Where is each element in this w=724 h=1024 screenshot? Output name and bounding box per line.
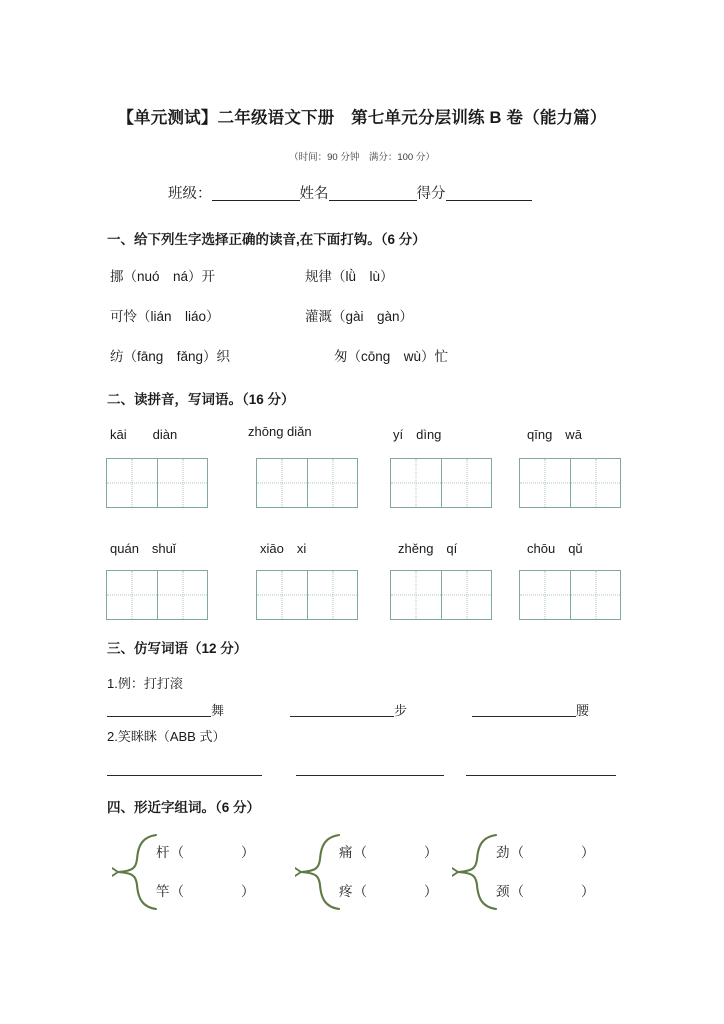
- tianzige-box[interactable]: [519, 570, 621, 620]
- paren-close[interactable]: ）: [424, 884, 438, 899]
- xingjinzi-char: 痛: [339, 845, 353, 860]
- curly-brace-icon: [295, 832, 341, 912]
- tianzige-box[interactable]: [256, 458, 358, 508]
- section-1-heading: 一、给下列生字选择正确的读音,在下面打钩。（6 分）: [107, 232, 426, 247]
- blank-suffix-char: 舞: [211, 703, 225, 718]
- curly-brace-icon: [452, 832, 498, 912]
- paren-close[interactable]: ）: [241, 845, 255, 860]
- name-blank[interactable]: [329, 185, 417, 201]
- pinyin-label: qīng wā: [527, 427, 582, 442]
- tianzige-cell[interactable]: [157, 459, 207, 507]
- section-3-blank-3[interactable]: [472, 700, 589, 719]
- xingjinzi-char: 颈: [496, 884, 510, 899]
- tianzige-cell[interactable]: [391, 459, 441, 507]
- pinyin-label: kāi diàn: [110, 427, 178, 442]
- section-1-item-1-right: 规律（lǜ lù）: [305, 269, 394, 284]
- pinyin-label: zhěng qí: [398, 541, 458, 556]
- xingjinzi-entry: [339, 841, 438, 861]
- section-2-pinyin-row-1: [0, 424, 724, 442]
- tianzige-cell[interactable]: [107, 459, 157, 507]
- tianzige-cell[interactable]: [107, 571, 157, 619]
- section-1-item-3-right: 匆（cōng wù）忙: [334, 349, 449, 364]
- paren-close[interactable]: ）: [581, 884, 595, 899]
- class-blank[interactable]: [212, 185, 300, 201]
- section-2-heading: 二、读拼音，写词语。（16 分）: [107, 392, 295, 407]
- section-3-item-2-blank-2[interactable]: [296, 775, 444, 776]
- page-title: 【单元测试】二年级语文下册 第七单元分层训练 B 卷（能力篇）: [117, 109, 607, 127]
- paren-close[interactable]: ）: [424, 845, 438, 860]
- tianzige-cell[interactable]: [157, 571, 207, 619]
- pinyin-label: quán shuǐ: [110, 541, 176, 556]
- section-2-grid-row-2: [0, 570, 724, 622]
- tianzige-cell[interactable]: [307, 459, 357, 507]
- tianzige-box[interactable]: [519, 458, 621, 508]
- section-3-heading: 三、仿写词语（12 分）: [107, 641, 248, 656]
- xingjinzi-char: 杆: [156, 845, 170, 860]
- section-3-blank-1[interactable]: [107, 700, 224, 719]
- paren-open: （: [353, 884, 367, 899]
- tianzige-box[interactable]: [390, 570, 492, 620]
- section-1-item-2-left: 可怜（lián liáo）: [110, 309, 220, 324]
- paren-open: （: [170, 884, 184, 899]
- tianzige-cell[interactable]: [441, 571, 491, 619]
- score-blank[interactable]: [446, 185, 532, 201]
- blank-suffix-char: 腰: [576, 703, 590, 718]
- paren-open: （: [510, 884, 524, 899]
- tianzige-cell[interactable]: [441, 459, 491, 507]
- tianzige-cell[interactable]: [257, 459, 307, 507]
- xingjinzi-entry: [496, 880, 595, 900]
- pinyin-label: zhōng diǎn: [248, 424, 312, 439]
- student-info-line: [168, 182, 532, 203]
- exam-meta-subtitle: （时间：90 分钟 满分：100 分）: [289, 152, 435, 163]
- write-blank-line[interactable]: [107, 703, 211, 717]
- pinyin-label: yí dìng: [393, 427, 442, 442]
- write-blank-line[interactable]: [290, 703, 394, 717]
- section-3-item-2-label: 2.笑眯眯（ABB 式）: [107, 729, 226, 744]
- score-label: 得分: [416, 186, 446, 202]
- tianzige-cell[interactable]: [307, 571, 357, 619]
- name-label: 姓名: [299, 186, 329, 202]
- pinyin-label: chōu qǔ: [527, 541, 583, 556]
- section-1-item-3-left: 纺（fāng fǎng）织: [110, 349, 231, 364]
- section-3-item-2-blank-1[interactable]: [107, 775, 262, 776]
- section-2-pinyin-row-2: [0, 538, 724, 556]
- xingjinzi-group-3: [452, 832, 662, 912]
- curly-brace-icon: [112, 832, 158, 912]
- section-2-grid-row-1: [0, 458, 724, 510]
- xingjinzi-char: 竿: [156, 884, 170, 899]
- paren-open: （: [170, 845, 184, 860]
- blank-suffix-char: 步: [394, 703, 408, 718]
- class-label: 班级：: [168, 186, 212, 202]
- paren-open: （: [510, 845, 524, 860]
- xingjinzi-group-1: [112, 832, 322, 912]
- xingjinzi-char: 疼: [339, 884, 353, 899]
- paren-close[interactable]: ）: [581, 845, 595, 860]
- tianzige-box[interactable]: [390, 458, 492, 508]
- section-1-item-2-right: 灌溉（gài gàn）: [305, 309, 414, 324]
- tianzige-cell[interactable]: [257, 571, 307, 619]
- section-3-item-2-blank-3[interactable]: [466, 775, 616, 776]
- write-blank-line[interactable]: [472, 703, 576, 717]
- tianzige-box[interactable]: [106, 570, 208, 620]
- tianzige-box[interactable]: [106, 458, 208, 508]
- pinyin-label: xiāo xi: [260, 541, 307, 556]
- xingjinzi-entry: [496, 841, 595, 861]
- tianzige-box[interactable]: [256, 570, 358, 620]
- tianzige-cell[interactable]: [520, 571, 570, 619]
- section-1-item-1-left: 挪（nuó ná）开: [110, 269, 216, 284]
- tianzige-cell[interactable]: [570, 571, 620, 619]
- xingjinzi-entry: [156, 880, 255, 900]
- tianzige-cell[interactable]: [570, 459, 620, 507]
- xingjinzi-entry: [339, 880, 438, 900]
- tianzige-cell[interactable]: [391, 571, 441, 619]
- xingjinzi-entry: [156, 841, 255, 861]
- paren-open: （: [353, 845, 367, 860]
- xingjinzi-char: 劲: [496, 845, 510, 860]
- paren-close[interactable]: ）: [241, 884, 255, 899]
- section-4-heading: 四、形近字组词。（6 分）: [107, 800, 261, 815]
- section-3-blank-2[interactable]: [290, 700, 407, 719]
- section-3-item-1-label: 1.例：打打滚: [107, 676, 183, 691]
- tianzige-cell[interactable]: [520, 459, 570, 507]
